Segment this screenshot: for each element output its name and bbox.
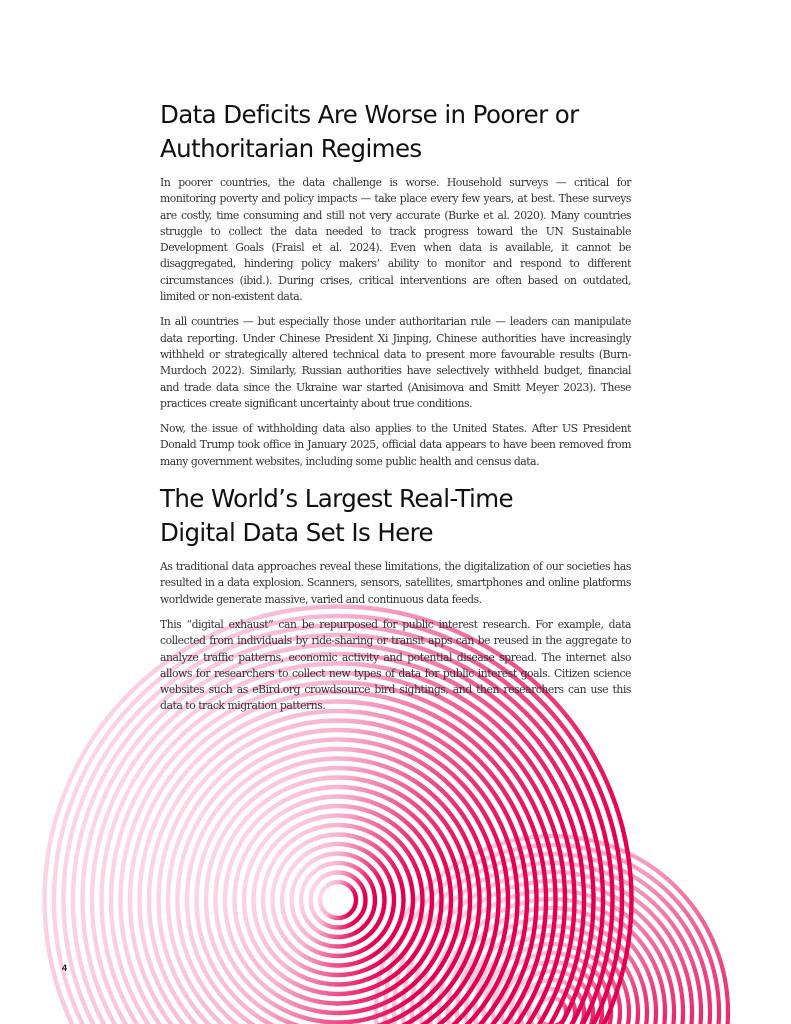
heading-line: The World’s Largest Real-Time: [160, 484, 513, 514]
decorative-ring: [502, 962, 602, 1024]
decorative-ring: [529, 989, 575, 1024]
decorative-ring: [538, 998, 566, 1024]
decorative-ring: [235, 797, 442, 1004]
decorative-ring: [320, 882, 356, 918]
section-heading-data-deficits: [160, 98, 631, 166]
paragraph: As traditional data approaches reveal these limitations, the digitalization of our societies has resulted in a data explosion. Scanners, sensors, satellites, smartphones and online platforms worldwide generate massive, varied and continuous data feeds.: [160, 560, 631, 606]
decorative-ring: [493, 953, 611, 1024]
decorative-ring: [403, 863, 701, 1024]
heading-line: Digital Data Set Is Here: [160, 518, 434, 548]
decorative-ring: [149, 711, 527, 1024]
decorative-ring: [225, 787, 451, 1013]
decorative-ring: [511, 971, 593, 1024]
decorative-ring: [430, 890, 674, 1024]
decorative-ring: [457, 917, 647, 1024]
decorative-ring: [140, 702, 537, 1024]
decorative-ring: [178, 740, 499, 1024]
paragraph: In all countries — but especially those under authoritarian rule — leaders can manipulate data reporting. Under Chinese President Xi Jinping, Chinese authorities have increasingly withheld or strategically altered technical data to present more favourable results (Burn-Murdoch 2022). Similarly, Russian authorities have selectively withheld budget, financial and trade data since the Ukraine war started (Anisimova and Smitt Meyer 2023). These practices create significant uncertainty about true conditions.: [160, 315, 631, 410]
decorative-ring: [475, 935, 629, 1024]
paragraph: This “digital exhaust” can be repurposed for public interest research. For example, data collected from individuals by ride-sharing or transit apps can be reused in the aggregate to analyze traffic patterns, economic activity and potential disease spread. The internet also allows for researchers to collect new types of data for public interest goals. Citizen science websites such as eBird.org crowdsource bird sightings, and then researchers can use this data to track migration patterns.: [160, 617, 631, 713]
decorative-ring: [159, 721, 518, 1024]
paragraph: Now, the issue of withholding data also applies to the United States. After US President Donald Trump took office in January 2025, official data appears to have been removed from many government websites, including some public health and census data.: [160, 422, 631, 468]
decorative-ring: [385, 845, 719, 1024]
paragraph: In poorer countries, the data challenge is worse. Household surveys — critical for monitoring poverty and policy impacts — take place every few years, at best. These surveys are costly, time consuming and still not very accurate (Burke et al. 2020). Many countries struggle to collect the data needed to track progress toward the UN Sustainable Development Goals (Fraisl et al. 2024). Even when data is available, it cannot be disaggregated, hindering policy makers’ ability to monitor and respond to different circumstances (ibid.). During crises, critical interventions are often based on outdated, limited or non-existent data.: [160, 176, 631, 304]
heading-line: Authoritarian Regimes: [160, 134, 422, 163]
decorative-ring: [421, 881, 683, 1024]
decorative-ring: [168, 730, 508, 1024]
decorative-ring: [520, 980, 584, 1024]
section-heading-digital-data: [160, 482, 631, 550]
decorative-ring: [466, 926, 638, 1024]
decorative-ring: [130, 692, 546, 1024]
decorative-ring: [263, 825, 413, 975]
decorative-ring: [376, 836, 728, 1024]
decorative-ring: [197, 759, 480, 1024]
page-number: 4: [62, 963, 68, 973]
decorative-ring: [111, 673, 565, 1024]
decorative-ring: [448, 908, 656, 1024]
article-body: [160, 98, 631, 724]
decorative-ring: [282, 844, 394, 956]
decorative-ring: [254, 816, 423, 985]
decorative-ring: [439, 899, 665, 1024]
decorative-ring: [244, 806, 432, 994]
decorative-ring: [484, 944, 620, 1024]
decorative-ring: [301, 863, 375, 937]
decorative-ring: [187, 749, 489, 1024]
decorative-ring: [216, 778, 461, 1023]
decorative-ring: [121, 683, 556, 1024]
decorative-ring: [394, 854, 710, 1024]
decorative-ring: [412, 872, 692, 1024]
decorative-ring: [311, 873, 366, 928]
heading-line: Data Deficits Are Worse in Poorer or: [160, 100, 579, 129]
decorative-ring: [206, 768, 470, 1024]
decorative-ring: [273, 835, 404, 966]
decorative-ring: [292, 854, 385, 947]
